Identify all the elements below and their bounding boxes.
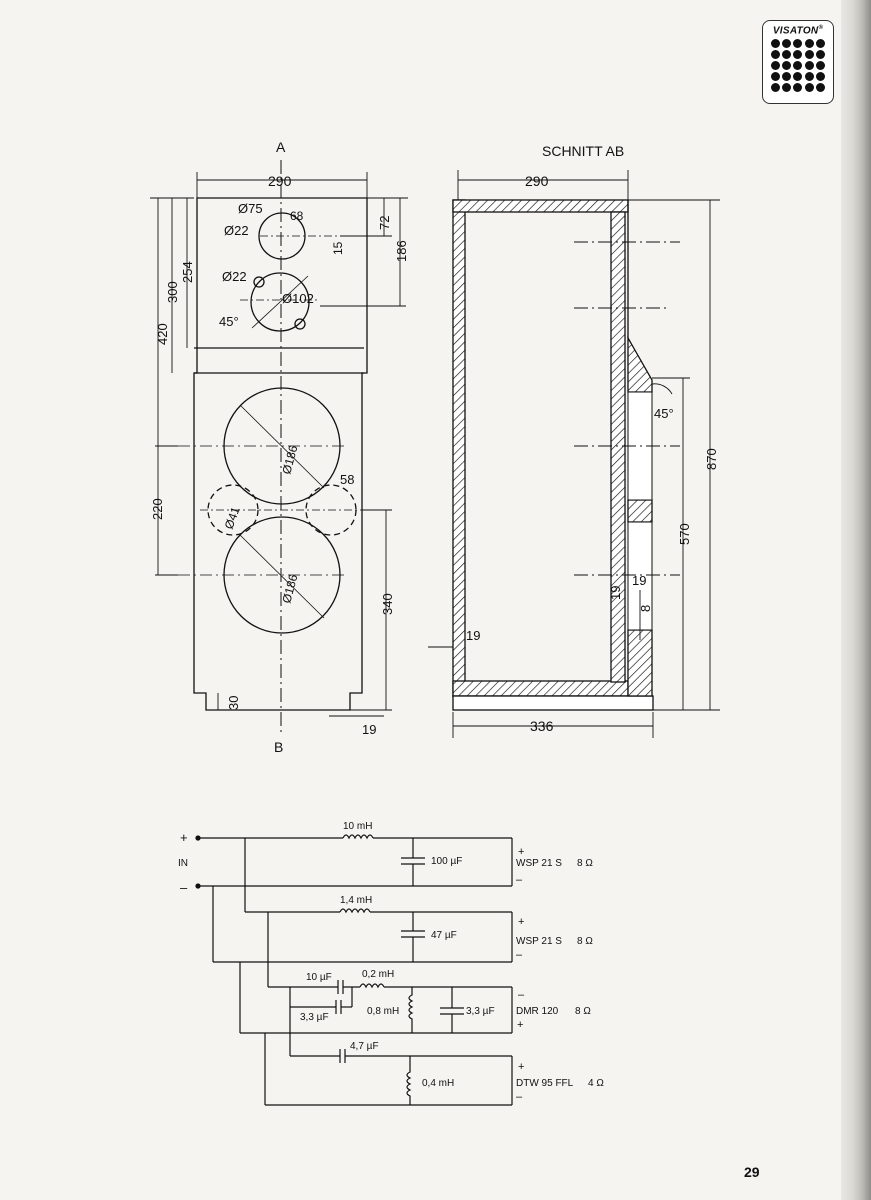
- dim-phi22b: Ø22: [222, 269, 247, 284]
- b3-driver: DMR 120: [516, 1006, 559, 1017]
- b3-cap-series-a: 10 µF: [306, 972, 332, 983]
- b3-inductor-series: 0,2 mH: [362, 969, 395, 980]
- dim-section-angle: 45°: [654, 406, 674, 421]
- inductor-1-4mh: [340, 909, 370, 912]
- b1-capacitor-label: 100 µF: [431, 856, 463, 867]
- crossover-wiring: [196, 835, 512, 1105]
- dim-58: 58: [340, 472, 355, 487]
- section-view-labels: [466, 143, 719, 734]
- inductor-0-4mh: [407, 1056, 410, 1105]
- section-front-baffle: [611, 212, 625, 682]
- b3-inductor-shunt: 0,8 mH: [367, 1006, 400, 1017]
- b1-minus: –: [516, 874, 523, 886]
- page-number: 29: [744, 1164, 760, 1180]
- b2-capacitor-label: 47 µF: [431, 930, 457, 941]
- b4-inductor: 0,4 mH: [422, 1078, 455, 1089]
- dim-phi102: Ø102: [282, 291, 314, 306]
- logo-brand: VISATON®: [772, 25, 824, 37]
- mid-screw-hole: [295, 319, 305, 329]
- section-bevel: [628, 338, 652, 392]
- dim-port-dia: Ø41: [221, 504, 243, 532]
- section-top-wall: [453, 200, 628, 212]
- dim-72: 72: [377, 215, 392, 230]
- inductor-0-8mh: [409, 987, 412, 1033]
- front-view: [150, 160, 408, 735]
- b4-minus: –: [516, 1091, 523, 1103]
- b2-inductor-label: 1,4 mH: [340, 895, 373, 906]
- b1-plus: +: [518, 846, 525, 858]
- section-label-a: A: [276, 139, 286, 155]
- dim-220: 220: [150, 498, 165, 520]
- b2-minus: –: [516, 949, 523, 961]
- input-label: IN: [178, 858, 188, 869]
- dim-section-top: 290: [525, 173, 549, 189]
- dim-t19a: 19: [608, 585, 623, 600]
- b1-impedance: 8 Ω: [577, 858, 593, 869]
- dim-870: 870: [704, 448, 719, 470]
- b1-inductor-label: 10 mH: [343, 821, 373, 832]
- dim-t19b: 19: [632, 573, 647, 588]
- front-view-labels: [150, 139, 409, 755]
- section-label-b: B: [274, 739, 284, 755]
- inductor-10mh: [343, 835, 373, 838]
- input-plus: +: [180, 830, 188, 845]
- dim-186: 186: [394, 240, 409, 262]
- dim-width: 290: [268, 173, 292, 189]
- b3-plus: +: [517, 1019, 524, 1031]
- dim-angle45: 45°: [219, 314, 239, 329]
- section-title: SCHNITT AB: [542, 143, 625, 159]
- dim-phi22a: Ø22: [224, 223, 249, 238]
- dim-300: 300: [165, 281, 180, 303]
- dim-30: 30: [226, 695, 241, 710]
- dim-t19c: 19: [466, 628, 481, 643]
- dim-340: 340: [380, 593, 395, 615]
- b2-plus: +: [518, 916, 525, 928]
- dim-15: 15: [331, 241, 345, 255]
- section-back-wall: [453, 200, 465, 697]
- dim-68: 68: [290, 209, 304, 223]
- dim-section-bottom: 336: [530, 718, 554, 734]
- dim-phi75: Ø75: [238, 201, 263, 216]
- b2-driver: WSP 21 S: [516, 936, 562, 947]
- b2-impedance: 8 Ω: [577, 936, 593, 947]
- b3-minus: –: [518, 989, 525, 1001]
- b4-capacitor: 4,7 µF: [350, 1041, 379, 1052]
- inductor-0-2mh: [360, 984, 384, 987]
- dim-254: 254: [180, 261, 195, 283]
- b3-impedance: 8 Ω: [575, 1006, 591, 1017]
- b1-driver: WSP 21 S: [516, 858, 562, 869]
- b3-cap-series-b: 3,3 µF: [300, 1012, 329, 1023]
- dim-19-front: 19: [362, 722, 377, 737]
- b4-impedance: 4 Ω: [588, 1078, 604, 1089]
- input-minus: –: [180, 880, 188, 895]
- dim-woofer-dia-upper: Ø186: [279, 443, 301, 476]
- dim-570: 570: [677, 523, 692, 545]
- dim-woofer-dia-lower: Ø186: [279, 572, 301, 605]
- section-base-plate: [453, 696, 653, 710]
- b3-capacitor: 3,3 µF: [466, 1006, 495, 1017]
- b4-plus: +: [518, 1061, 525, 1073]
- b4-driver: DTW 95 FFL: [516, 1078, 574, 1089]
- dim-420: 420: [155, 323, 170, 345]
- section-woofer-ring-upper: [628, 500, 652, 522]
- section-view: [428, 170, 720, 738]
- dim-t8: 8: [638, 604, 653, 612]
- section-bottom-wall: [453, 681, 628, 696]
